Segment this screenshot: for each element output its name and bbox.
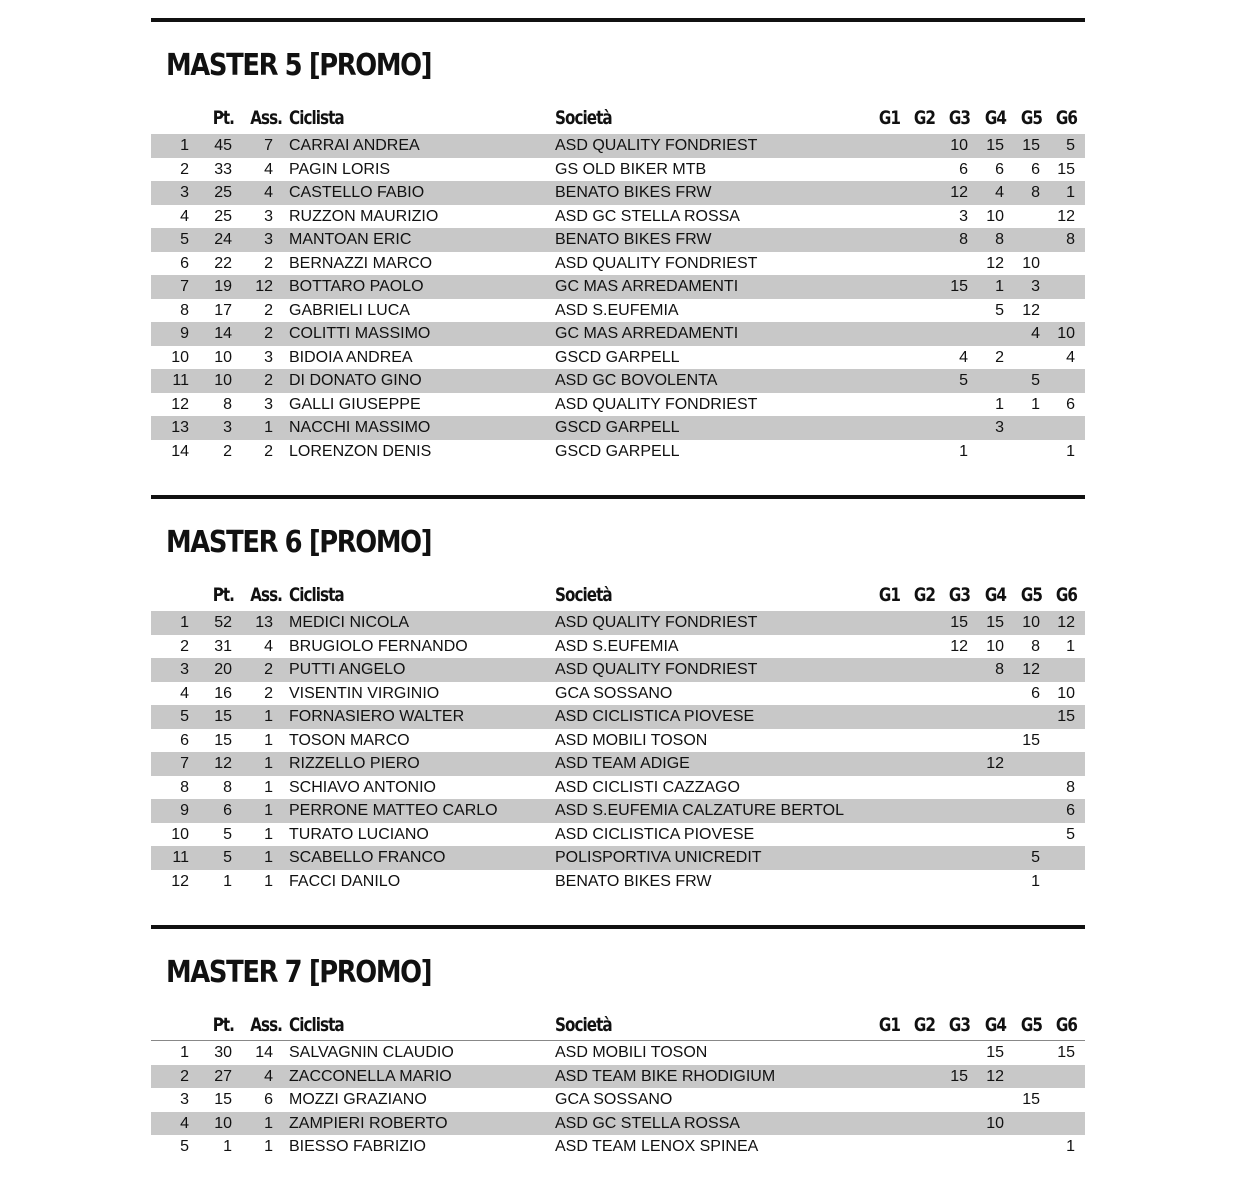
table-row (151, 870, 1085, 894)
stage-6-points-cell: 8 (1066, 231, 1075, 248)
stage-6-points-cell: 1 (1066, 1138, 1075, 1155)
stage-4-points-cell: 1 (995, 395, 1004, 413)
stage-4-points-cell: 12 (986, 755, 1004, 772)
attendance-cell: 2 (264, 684, 273, 702)
team-cell: GSCD GARPELL (555, 442, 680, 460)
team-cell: ASD CICLISTICA PIOVESE (555, 825, 755, 843)
section-divider (151, 495, 1085, 499)
rider-name-cell: GABRIELI LUCA (289, 301, 410, 319)
table-row (151, 752, 1085, 776)
position-cell: 6 (180, 731, 189, 749)
points-cell: 15 (214, 731, 232, 749)
points-cell: 5 (223, 825, 232, 843)
stage-6-points-cell: 5 (1066, 825, 1075, 843)
stage-5-points-cell: 1 (1031, 872, 1040, 890)
attendance-cell: 6 (264, 1091, 273, 1108)
attendance-cell: 2 (264, 325, 273, 342)
points-cell: 22 (214, 254, 232, 272)
team-cell: GCA SOSSANO (555, 684, 673, 702)
column-header-ciclista: Ciclista (289, 584, 344, 606)
stage-4-points-cell: 5 (995, 301, 1004, 319)
rider-name-cell: TOSON MARCO (289, 731, 410, 749)
attendance-cell: 4 (264, 184, 273, 201)
table-row (151, 705, 1085, 729)
table-row (151, 158, 1085, 182)
table-header (151, 104, 1085, 132)
points-cell: 5 (223, 849, 232, 866)
table-row (151, 1112, 1085, 1136)
points-cell: 15 (214, 1091, 232, 1108)
position-cell: 8 (180, 301, 189, 319)
team-cell: ASD CICLISTICA PIOVESE (555, 708, 755, 725)
points-cell: 10 (214, 1114, 232, 1132)
points-cell: 3 (223, 419, 232, 436)
team-cell: ASD GC STELLA ROSSA (555, 1114, 740, 1132)
team-cell: BENATO BIKES FRW (555, 872, 712, 890)
column-header-g4: G4 (984, 1014, 1006, 1036)
table-header (151, 1011, 1085, 1039)
points-cell: 25 (214, 207, 232, 225)
attendance-cell: 2 (264, 372, 273, 389)
points-cell: 30 (214, 1044, 232, 1061)
rider-name-cell: SCABELLO FRANCO (289, 849, 446, 866)
attendance-cell: 4 (264, 1067, 273, 1085)
stage-4-points-cell: 2 (995, 348, 1004, 366)
position-cell: 2 (180, 1067, 189, 1085)
column-header-societa: Società (555, 584, 612, 606)
team-cell: BENATO BIKES FRW (555, 231, 712, 248)
column-header-g6: G6 (1055, 1014, 1077, 1036)
rider-name-cell: COLITTI MASSIMO (289, 325, 431, 342)
table-row (151, 846, 1085, 870)
points-cell: 10 (214, 372, 232, 389)
position-cell: 6 (180, 254, 189, 272)
position-cell: 8 (180, 778, 189, 796)
rider-name-cell: BERNAZZI MARCO (289, 254, 433, 272)
stage-5-points-cell: 10 (1022, 254, 1040, 272)
column-header-g2: G2 (913, 1014, 935, 1036)
rider-name-cell: RIZZELLO PIERO (289, 755, 420, 772)
team-cell: ASD QUALITY FONDRIEST (555, 661, 758, 678)
position-cell: 11 (172, 372, 189, 389)
table-row (151, 181, 1085, 205)
table-row (151, 299, 1085, 323)
column-header-g6: G6 (1055, 584, 1077, 606)
standings-table (151, 611, 1085, 893)
stage-6-points-cell: 6 (1066, 395, 1075, 413)
attendance-cell: 3 (264, 395, 273, 413)
stage-6-points-cell: 10 (1057, 684, 1075, 702)
stage-3-points-cell: 3 (959, 207, 968, 225)
points-cell: 45 (214, 137, 232, 154)
rider-name-cell: SCHIAVO ANTONIO (289, 778, 436, 796)
attendance-cell: 1 (264, 755, 273, 772)
table-row (151, 416, 1085, 440)
table-row (151, 252, 1085, 276)
stage-3-points-cell: 12 (950, 184, 968, 201)
section-divider (151, 925, 1085, 929)
attendance-cell: 12 (255, 278, 273, 295)
column-header-g6: G6 (1055, 107, 1077, 129)
table-row (151, 205, 1085, 229)
table-row (151, 635, 1085, 659)
column-header-g3: G3 (948, 584, 970, 606)
position-cell: 12 (171, 395, 189, 413)
team-cell: ASD S.EUFEMIA CALZATURE BERTOL (555, 802, 844, 819)
position-cell: 10 (171, 348, 189, 366)
rider-name-cell: BOTTARO PAOLO (289, 278, 424, 295)
stage-3-points-cell: 4 (959, 348, 968, 366)
position-cell: 1 (180, 1044, 189, 1061)
stage-6-points-cell: 6 (1066, 802, 1075, 819)
column-header-pt: Pt. (212, 1014, 234, 1036)
stage-6-points-cell: 1 (1066, 184, 1075, 201)
position-cell: 4 (180, 684, 189, 702)
stage-5-points-cell: 8 (1031, 637, 1040, 655)
rider-name-cell: CASTELLO FABIO (289, 184, 425, 201)
stage-6-points-cell: 5 (1066, 137, 1075, 154)
position-cell: 13 (171, 419, 189, 436)
team-cell: ASD QUALITY FONDRIEST (555, 395, 758, 413)
column-header-pt: Pt. (212, 107, 234, 129)
attendance-cell: 2 (264, 254, 273, 272)
column-header-g5: G5 (1020, 107, 1042, 129)
position-cell: 3 (180, 661, 189, 678)
attendance-cell: 1 (264, 802, 273, 819)
stage-4-points-cell: 1 (995, 278, 1004, 295)
attendance-cell: 3 (264, 348, 273, 366)
attendance-cell: 1 (264, 849, 273, 866)
rider-name-cell: MEDICI NICOLA (289, 614, 410, 631)
stage-6-points-cell: 1 (1066, 637, 1075, 655)
position-cell: 5 (180, 231, 189, 248)
table-row (151, 228, 1085, 252)
table-row (151, 1135, 1085, 1159)
attendance-cell: 2 (264, 661, 273, 678)
column-header-g2: G2 (913, 107, 935, 129)
table-row (151, 682, 1085, 706)
stage-4-points-cell: 10 (986, 207, 1004, 225)
team-cell: ASD S.EUFEMIA (555, 637, 679, 655)
column-header-g4: G4 (984, 107, 1006, 129)
position-cell: 7 (180, 278, 189, 295)
table-row (151, 322, 1085, 346)
stage-3-points-cell: 15 (950, 278, 968, 295)
points-cell: 6 (223, 802, 232, 819)
rider-name-cell: FORNASIERO WALTER (289, 708, 465, 725)
table-row (151, 1088, 1085, 1112)
column-header-g1: G1 (878, 107, 900, 129)
team-cell: ASD TEAM LENOX SPINEA (555, 1138, 759, 1155)
rider-name-cell: ZACCONELLA MARIO (289, 1067, 452, 1085)
stage-5-points-cell: 6 (1031, 684, 1040, 702)
rider-name-cell: BRUGIOLO FERNANDO (289, 637, 468, 655)
rider-name-cell: BIESSO FABRIZIO (289, 1138, 426, 1155)
attendance-cell: 1 (264, 731, 273, 749)
stage-5-points-cell: 12 (1022, 661, 1040, 678)
rider-name-cell: SALVAGNIN CLAUDIO (289, 1044, 454, 1061)
points-cell: 19 (214, 278, 232, 295)
column-header-societa: Società (555, 1014, 612, 1036)
stage-5-points-cell: 3 (1031, 278, 1040, 295)
column-header-g1: G1 (878, 1014, 900, 1036)
table-row (151, 611, 1085, 635)
column-header-ass: Ass. (250, 1014, 282, 1036)
column-header-ass: Ass. (250, 107, 282, 129)
points-cell: 1 (223, 1138, 232, 1155)
attendance-cell: 1 (264, 1114, 273, 1132)
rider-name-cell: ZAMPIERI ROBERTO (289, 1114, 448, 1132)
stage-6-points-cell: 1 (1066, 442, 1075, 460)
attendance-cell: 1 (264, 708, 273, 725)
stage-4-points-cell: 12 (986, 254, 1004, 272)
stage-5-points-cell: 10 (1022, 614, 1040, 631)
team-cell: GC MAS ARREDAMENTI (555, 278, 739, 295)
attendance-cell: 1 (264, 872, 273, 890)
section-title: MASTER 7 [PROMO] (166, 955, 432, 990)
points-cell: 24 (214, 231, 232, 248)
position-cell: 3 (180, 184, 189, 201)
attendance-cell: 13 (255, 614, 273, 631)
table-row (151, 729, 1085, 753)
position-cell: 2 (180, 637, 189, 655)
table-row (151, 346, 1085, 370)
attendance-cell: 4 (264, 637, 273, 655)
stage-5-points-cell: 15 (1022, 731, 1040, 749)
stage-6-points-cell: 12 (1057, 614, 1075, 631)
stage-5-points-cell: 5 (1031, 849, 1040, 866)
position-cell: 10 (171, 825, 189, 843)
points-cell: 27 (214, 1067, 232, 1085)
position-cell: 3 (180, 1091, 189, 1108)
points-cell: 52 (214, 614, 232, 631)
team-cell: GSCD GARPELL (555, 348, 680, 366)
stage-6-points-cell: 10 (1057, 325, 1075, 342)
attendance-cell: 7 (264, 137, 273, 154)
points-cell: 8 (223, 395, 232, 413)
stage-5-points-cell: 5 (1031, 372, 1040, 389)
rider-name-cell: TURATO LUCIANO (289, 825, 429, 843)
section-divider (151, 18, 1085, 22)
rider-name-cell: NACCHI MASSIMO (289, 419, 431, 436)
column-header-g3: G3 (948, 107, 970, 129)
stage-5-points-cell: 15 (1022, 137, 1040, 154)
table-row (151, 440, 1085, 464)
rider-name-cell: CARRAI ANDREA (289, 137, 420, 154)
stage-5-points-cell: 8 (1031, 184, 1040, 201)
points-cell: 2 (223, 442, 232, 460)
section-title: MASTER 5 [PROMO] (166, 48, 432, 83)
column-header-societa: Società (555, 107, 612, 129)
team-cell: BENATO BIKES FRW (555, 184, 712, 201)
stage-3-points-cell: 1 (959, 442, 968, 460)
team-cell: ASD S.EUFEMIA (555, 301, 679, 319)
points-cell: 16 (214, 684, 232, 702)
column-header-g1: G1 (878, 584, 900, 606)
stage-4-points-cell: 15 (986, 137, 1004, 154)
rider-name-cell: BIDOIA ANDREA (289, 348, 413, 366)
stage-4-points-cell: 10 (986, 637, 1004, 655)
stage-4-points-cell: 3 (995, 419, 1004, 436)
table-row (151, 275, 1085, 299)
attendance-cell: 1 (264, 419, 273, 436)
points-cell: 15 (214, 708, 232, 725)
team-cell: ASD GC STELLA ROSSA (555, 207, 740, 225)
team-cell: ASD MOBILI TOSON (555, 731, 708, 749)
points-cell: 12 (214, 755, 232, 772)
points-cell: 31 (214, 637, 232, 655)
column-header-ass: Ass. (250, 584, 282, 606)
column-header-g5: G5 (1020, 584, 1042, 606)
stage-5-points-cell: 15 (1022, 1091, 1040, 1108)
position-cell: 11 (172, 849, 189, 866)
standings-table (151, 134, 1085, 463)
stage-5-points-cell: 4 (1031, 325, 1040, 342)
position-cell: 14 (171, 442, 189, 460)
stage-4-points-cell: 6 (995, 160, 1004, 178)
position-cell: 5 (180, 1138, 189, 1155)
position-cell: 1 (180, 614, 189, 631)
table-row (151, 393, 1085, 417)
points-cell: 10 (214, 348, 232, 366)
points-cell: 17 (214, 301, 232, 319)
team-cell: GCA SOSSANO (555, 1091, 673, 1108)
position-cell: 9 (180, 802, 189, 819)
column-header-ciclista: Ciclista (289, 1014, 344, 1036)
stage-5-points-cell: 6 (1031, 160, 1040, 178)
table-row (151, 134, 1085, 158)
attendance-cell: 4 (264, 160, 273, 178)
rider-name-cell: PERRONE MATTEO CARLO (289, 802, 498, 819)
table-header (151, 581, 1085, 609)
team-cell: ASD GC BOVOLENTA (555, 372, 718, 389)
stage-4-points-cell: 15 (986, 614, 1004, 631)
position-cell: 7 (180, 755, 189, 772)
attendance-cell: 1 (264, 778, 273, 796)
points-cell: 1 (223, 872, 232, 890)
attendance-cell: 2 (264, 301, 273, 319)
position-cell: 2 (180, 160, 189, 178)
team-cell: GSCD GARPELL (555, 419, 680, 436)
team-cell: GC MAS ARREDAMENTI (555, 325, 739, 342)
section-title: MASTER 6 [PROMO] (166, 525, 432, 560)
stage-3-points-cell: 10 (950, 137, 968, 154)
team-cell: ASD TEAM BIKE RHODIGIUM (555, 1067, 776, 1085)
table-row (151, 369, 1085, 393)
stage-4-points-cell: 8 (995, 231, 1004, 248)
position-cell: 5 (180, 708, 189, 725)
team-cell: ASD QUALITY FONDRIEST (555, 254, 758, 272)
stage-3-points-cell: 15 (950, 1067, 968, 1085)
team-cell: ASD CICLISTI CAZZAGO (555, 778, 740, 796)
table-row (151, 658, 1085, 682)
position-cell: 9 (180, 325, 189, 342)
stage-3-points-cell: 8 (959, 231, 968, 248)
table-row (151, 823, 1085, 847)
stage-3-points-cell: 6 (959, 160, 968, 178)
team-cell: ASD MOBILI TOSON (555, 1044, 708, 1061)
rider-name-cell: PUTTI ANGELO (289, 661, 406, 678)
points-cell: 14 (214, 325, 232, 342)
stage-6-points-cell: 4 (1066, 348, 1075, 366)
rider-name-cell: PAGIN LORIS (289, 160, 391, 178)
column-header-pt: Pt. (212, 584, 234, 606)
points-cell: 20 (214, 661, 232, 678)
team-cell: POLISPORTIVA UNICREDIT (555, 849, 762, 866)
stage-6-points-cell: 12 (1057, 207, 1075, 225)
stage-6-points-cell: 8 (1066, 778, 1075, 796)
rider-name-cell: LORENZON DENIS (289, 442, 432, 460)
stage-3-points-cell: 5 (959, 372, 968, 389)
points-cell: 25 (214, 184, 232, 201)
stage-3-points-cell: 12 (950, 637, 968, 655)
attendance-cell: 3 (264, 207, 273, 225)
stage-6-points-cell: 15 (1057, 160, 1075, 178)
position-cell: 4 (180, 1114, 189, 1132)
position-cell: 12 (171, 872, 189, 890)
stage-4-points-cell: 15 (986, 1044, 1004, 1061)
rider-name-cell: RUZZON MAURIZIO (289, 207, 439, 225)
attendance-cell: 2 (264, 442, 273, 460)
column-header-g3: G3 (948, 1014, 970, 1036)
table-row (151, 1041, 1085, 1065)
table-row (151, 799, 1085, 823)
team-cell: ASD TEAM ADIGE (555, 755, 690, 772)
points-cell: 33 (214, 160, 232, 178)
rider-name-cell: MANTOAN ERIC (289, 231, 412, 248)
position-cell: 4 (180, 207, 189, 225)
team-cell: ASD QUALITY FONDRIEST (555, 137, 758, 154)
stage-6-points-cell: 15 (1057, 1044, 1075, 1061)
table-row (151, 1065, 1085, 1089)
stage-5-points-cell: 1 (1031, 395, 1040, 413)
rider-name-cell: DI DONATO GINO (289, 372, 422, 389)
rider-name-cell: MOZZI GRAZIANO (289, 1091, 427, 1108)
stage-4-points-cell: 8 (995, 661, 1004, 678)
rider-name-cell: VISENTIN VIRGINIO (289, 684, 440, 702)
column-header-g2: G2 (913, 584, 935, 606)
stage-3-points-cell: 15 (950, 614, 968, 631)
stage-5-points-cell: 12 (1022, 301, 1040, 319)
rider-name-cell: FACCI DANILO (289, 872, 401, 890)
table-row (151, 776, 1085, 800)
attendance-cell: 1 (264, 825, 273, 843)
stage-6-points-cell: 15 (1057, 708, 1075, 725)
team-cell: GS OLD BIKER MTB (555, 160, 707, 178)
column-header-g5: G5 (1020, 1014, 1042, 1036)
standings-table (151, 1041, 1085, 1159)
position-cell: 1 (180, 137, 189, 154)
attendance-cell: 1 (264, 1138, 273, 1155)
column-header-g4: G4 (984, 584, 1006, 606)
stage-4-points-cell: 10 (986, 1114, 1004, 1132)
team-cell: ASD QUALITY FONDRIEST (555, 614, 758, 631)
points-cell: 8 (223, 778, 232, 796)
attendance-cell: 14 (255, 1044, 273, 1061)
column-header-ciclista: Ciclista (289, 107, 344, 129)
stage-4-points-cell: 12 (986, 1067, 1004, 1085)
rider-name-cell: GALLI GIUSEPPE (289, 395, 421, 413)
stage-4-points-cell: 4 (995, 184, 1004, 201)
attendance-cell: 3 (264, 231, 273, 248)
